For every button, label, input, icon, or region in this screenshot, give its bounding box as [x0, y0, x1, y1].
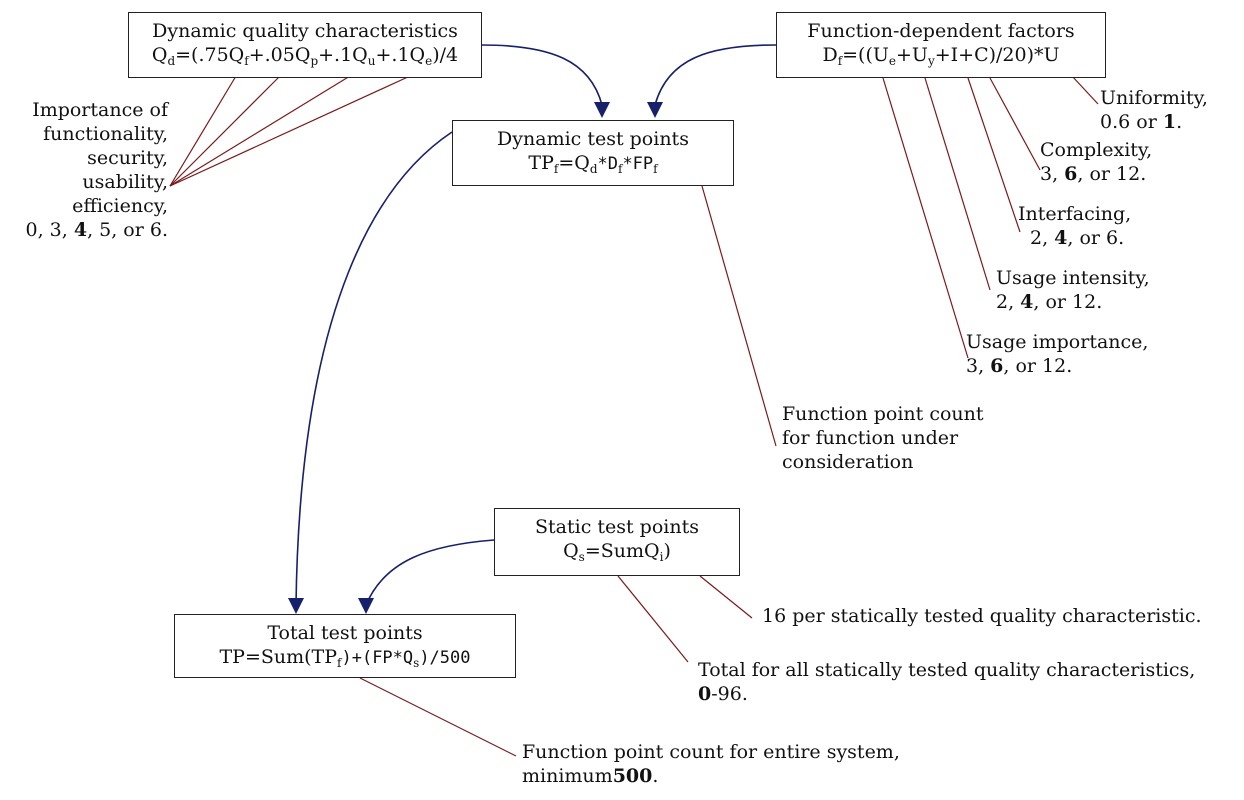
dynamic-test-points-title: Dynamic test points [497, 128, 689, 150]
fp-function-note: Function point count for function under consideration [782, 403, 984, 473]
line-fp-function [702, 186, 776, 446]
function-dependent-title: Function-dependent factors [807, 20, 1075, 42]
arrowhead-dynamic [288, 598, 304, 614]
arrow-factors-to-dynamic [655, 45, 776, 105]
line-fp-system [360, 678, 516, 756]
line-security [170, 76, 280, 186]
dynamic-test-points-box [452, 120, 734, 186]
arrowhead-factors [647, 102, 663, 118]
static-test-points-box [494, 508, 740, 576]
function-dependent-box [776, 12, 1106, 78]
function-dependent-formula: $D_f=((U_e+U_y+I+C)/20)*U$ [822, 44, 1060, 68]
dynamic-test-points-formula: $TP_f=Q_d*D_f*FP_f$ [528, 152, 658, 176]
line-per-characteristic [700, 576, 752, 618]
line-uniformity [1072, 76, 1098, 104]
static-test-points-formula: $Q_s=SumQ_i$) [563, 540, 671, 564]
line-static-total [618, 576, 688, 662]
complexity-note: Complexity, 3, 6, or 12. [1040, 139, 1153, 185]
fp-system-note: Function point count for entire system, minimum500. [522, 741, 900, 787]
arrow-quality-to-dynamic [482, 45, 602, 105]
line-interfacing [968, 78, 1020, 232]
arrowhead-static [358, 598, 374, 614]
uniformity-note: Uniformity, 0.6 or 1. [1100, 87, 1208, 133]
dynamic-quality-title: Dynamic quality characteristics [152, 20, 458, 42]
arrow-dynamic-to-total [296, 132, 452, 605]
usage-importance-note: Usage importance, 3, 6, or 12. [966, 331, 1149, 377]
arrow-static-to-total [366, 540, 494, 605]
interfacing-note: Interfacing, 2, 4, or 6. [1018, 203, 1132, 249]
static-total-note: Total for all statically tested quality characteristics, 0-96. [698, 659, 1196, 705]
total-test-points-formula: $TP=Sum(TP_f)+(FP*Q_s)/500$ [219, 646, 471, 670]
importance-note: Importance of functionality, security, usability, efficiency, 0, 3, 4, 5, or 6. [25, 99, 168, 241]
line-efficiency [170, 76, 410, 186]
per-characteristic-note: 16 per statically tested quality characteristic. [762, 605, 1202, 627]
static-test-points-title: Static test points [535, 516, 699, 538]
arrowhead-quality [594, 102, 610, 118]
line-usability [170, 76, 350, 186]
dynamic-quality-box [128, 12, 482, 78]
line-functionality [170, 76, 236, 186]
total-test-points-box [174, 614, 516, 678]
line-complexity [990, 78, 1040, 170]
total-test-points-title: Total test points [267, 622, 423, 644]
usage-intensity-note: Usage intensity, 2, 4, or 12. [996, 267, 1150, 313]
line-usage-importance [883, 78, 968, 358]
dynamic-quality-formula: $Q_d=(.75Q_f+.05Q_p+.1Q_u+.1Q_e)/4$ [151, 44, 459, 68]
line-usage-intensity [925, 78, 990, 290]
